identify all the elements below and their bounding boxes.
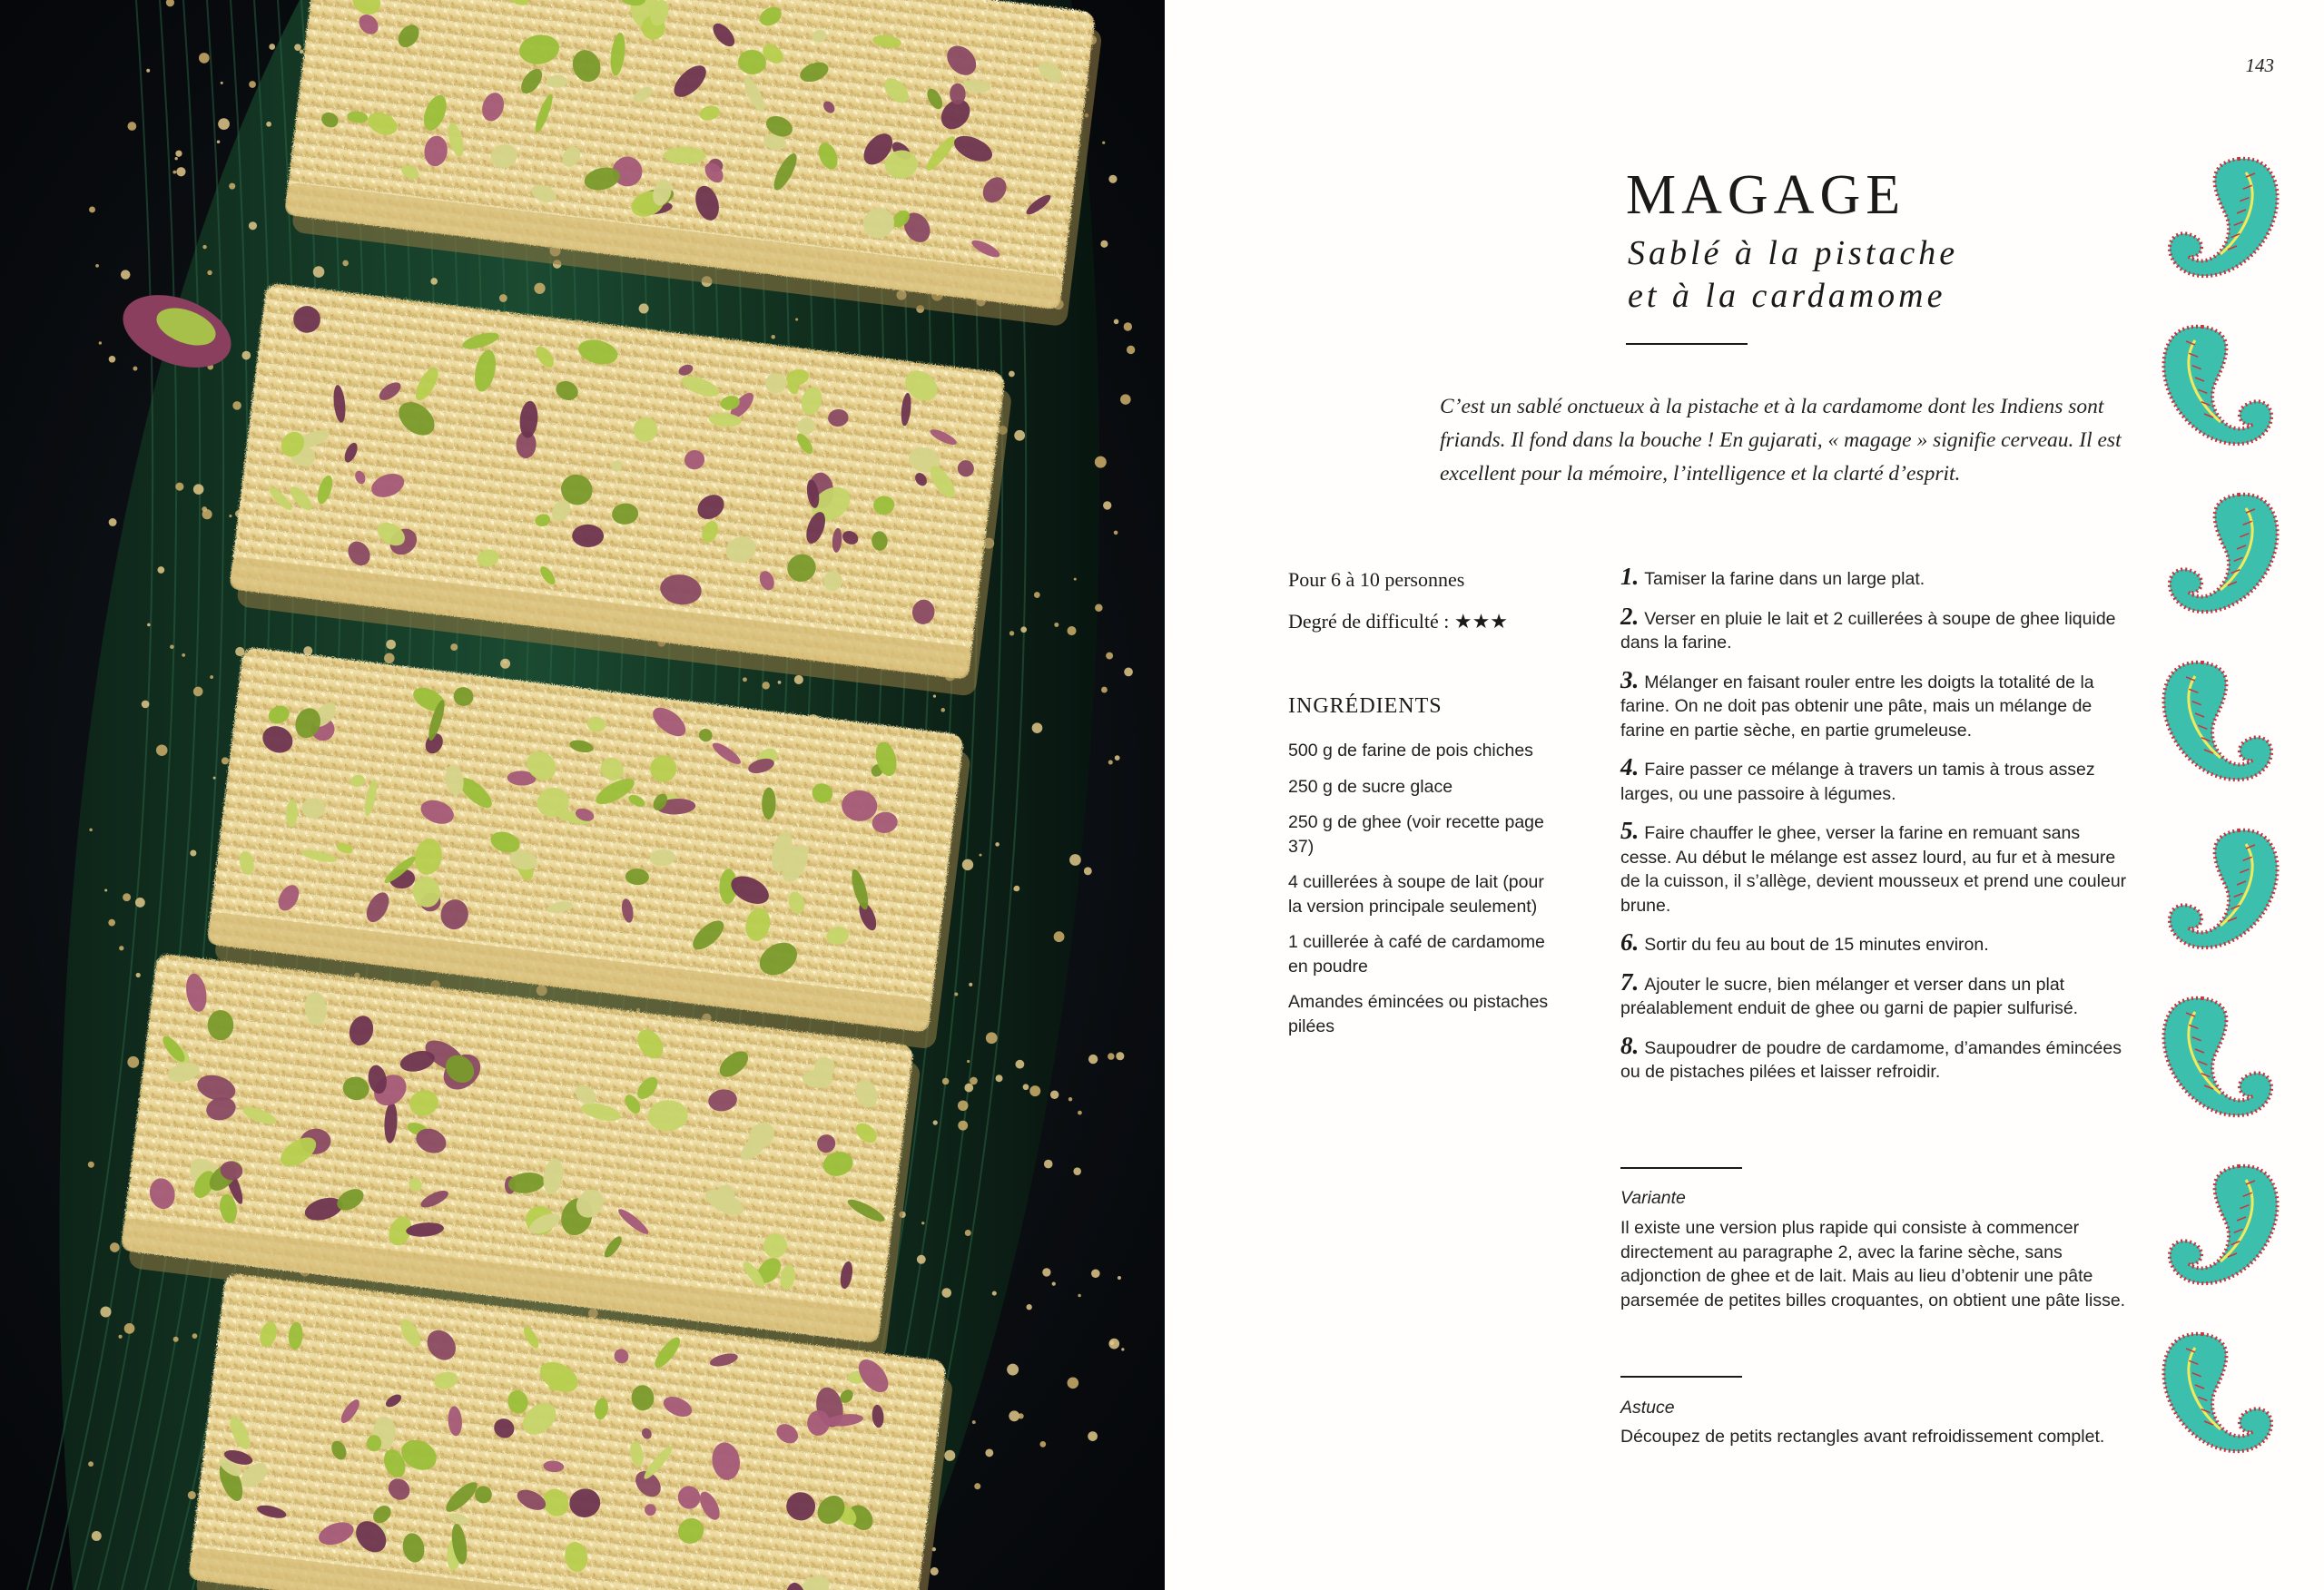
paisley-ornament-icon [2170,495,2278,612]
variant-divider [1620,1167,1742,1169]
ingredients-list [1288,739,1551,1050]
step-text: Faire passer ce mélange à travers un tamis à trous assez larges, ou une passoire à légumes. [1620,760,2095,804]
paisley-ornament-icon [2163,998,2271,1115]
step-number: 8. [1620,1031,1640,1059]
ingredient-item: 250 g de sucre glace [1288,776,1453,797]
ingredient-item: 1 cuillerée à café de cardamome en poudre [1288,932,1545,977]
recipe-title: MAGAGE [1626,164,1906,226]
ingredient-item: Amandes émincées ou pistaches pilées [1288,992,1549,1036]
step-number: 5. [1620,817,1640,844]
paisley-border [2157,136,2284,1525]
subtitle-line-2: et à la cardamome [1628,277,1946,315]
ingredients-heading: INGRÉDIENTS [1288,694,1443,718]
paisley-ornament-icon [2163,662,2271,780]
paisley-ornament-icon [2163,1334,2271,1451]
step-item [1620,928,2129,957]
step-number: 2. [1620,602,1640,630]
variant-text: Il existe une version plus rapide qui consiste à commencer directement au paragraphe 2, avec la farine sèche, sans adjonction de ghee et de lait. Mais au lieu d’obtenir une pâte parsemée de petites billes croquantes, on obtient une pâte lisse. [1620,1218,2126,1310]
title-divider [1626,343,1748,345]
paisley-ornament-icon [2170,830,2278,947]
step-text: Mélanger en faisant rouler entre les doigts la totalité de la farine. On ne doit pas obtenir une pâte, mais un mélange de farine en partie sèche, en partie grumeleuse. [1620,672,2094,741]
recipe-page [1165,0,2324,1590]
step-number: 4. [1620,753,1640,780]
step-number: 3. [1620,665,1640,693]
subtitle-line-1: Sablé à la pistache [1628,234,1959,272]
step-number: 6. [1620,928,1640,956]
paisley-ornament-icon [2163,327,2271,444]
step-text: Verser en pluie le lait et 2 cuillerées à soupe de ghee liquide dans la farine. [1620,608,2116,653]
recipe-subtitle [1628,232,2100,318]
step-text: Faire chauffer le ghee, verser la farine en remuant sans cesse. Au début le mélange est assez lourd, au fur et à mesure de la cuisson, il s’allège, devient mousseux et prend une couleur brune. [1620,823,2127,916]
servings: Pour 6 à 10 personnes [1288,568,1465,591]
paisley-ornament-icon [2170,1166,2278,1283]
tip-label: Astuce [1620,1398,1675,1418]
step-item [1620,753,2129,806]
recipe-steps [1620,563,2129,1095]
tip-text: Découpez de petits rectangles avant refroidissement complet. [1620,1427,2105,1447]
step-text: Sortir du feu au bout de 15 minutes environ. [1644,935,1989,955]
ingredient-item: 500 g de farine de pois chiches [1288,741,1533,761]
recipe-intro: C’est un sablé onctueux à la pistache et à la cardamome dont les Indiens sont friands. Il fond dans la bouche ! En gujarati, « magage » signifie cerveau. Il est excellent pour la mémoire, l’intelligence et la clarté d’esprit. [1440,395,2122,486]
tip-divider [1620,1376,1742,1378]
step-item [1620,666,2129,743]
step-item [1620,603,2129,655]
paisley-ornament-icon [2170,159,2278,276]
ingredient-item: 250 g de ghee (voir recette page 37) [1288,812,1544,857]
step-item [1620,1032,2129,1085]
step-text: Ajouter le sucre, bien mélanger et verser dans un plat préalablement enduit de ghee ou garni de papier sulfurisé. [1620,974,2079,1018]
ingredient-item: 4 cuillerées à soupe de lait (pour la version principale seulement) [1288,872,1544,917]
step-item [1620,817,2129,918]
step-number: 1. [1620,563,1640,590]
variant-label: Variante [1620,1188,1686,1208]
step-text: Saupoudrer de poudre de cardamome, d’amandes émincées ou de pistaches pilées et laisser refroidir. [1620,1037,2122,1082]
difficulty: Degré de difficulté : ★★★ [1288,610,1509,633]
step-item [1620,968,2129,1021]
step-number: 7. [1620,967,1640,996]
step-text: Tamiser la farine dans un large plat. [1644,569,1925,589]
step-item [1620,563,2129,592]
page-number: 143 [2245,54,2274,76]
